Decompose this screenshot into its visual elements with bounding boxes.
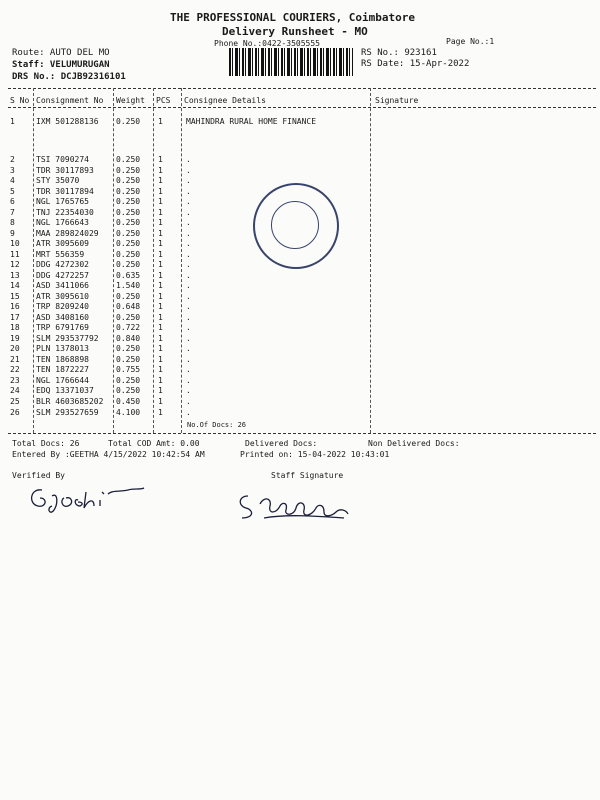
document-title: Delivery Runsheet - MO — [222, 25, 368, 38]
header-signature: Signature — [375, 96, 419, 105]
column-divider — [370, 88, 371, 433]
row-pcs: 1 — [158, 323, 163, 332]
row-sno: 23 — [10, 376, 20, 385]
row-consignee: . — [186, 187, 191, 196]
row-pcs: 1 — [158, 376, 163, 385]
row-pcs: 1 — [158, 187, 163, 196]
row-sno: 3 — [10, 166, 15, 175]
row-consignment: PLN 1378013 — [36, 344, 89, 353]
row-consignee: . — [186, 323, 191, 332]
row-pcs: 1 — [158, 260, 163, 269]
row-weight: 0.250 — [116, 250, 141, 259]
row-pcs: 1 — [158, 355, 163, 364]
row-consignment: SLM 293537792 — [36, 334, 99, 343]
phone-number: Phone No.:0422-3505555 — [214, 39, 320, 48]
row-weight: 0.635 — [116, 271, 141, 280]
row-sno: 6 — [10, 197, 15, 206]
row-pcs: 1 — [158, 386, 163, 395]
row-consignment: ATR 3095609 — [36, 239, 89, 248]
row-weight: 0.755 — [116, 365, 141, 374]
company-title: THE PROFESSIONAL COURIERS, Coimbatore — [170, 11, 416, 24]
row-sno: 11 — [10, 250, 20, 259]
row-sno: 21 — [10, 355, 20, 364]
row-consignment: BLR 4603685202 — [36, 397, 104, 406]
row-pcs: 1 — [158, 166, 163, 175]
row-consignment: TRP 8209240 — [36, 302, 89, 311]
header-sno: S No — [10, 96, 30, 105]
row-pcs: 1 — [158, 344, 163, 353]
row-consignee: . — [186, 229, 191, 238]
row-weight: 0.450 — [116, 397, 141, 406]
row-weight: 0.840 — [116, 334, 141, 343]
row-weight: 0.250 — [116, 218, 141, 227]
row-pcs: 1 — [158, 197, 163, 206]
row-pcs: 1 — [158, 334, 163, 343]
no-of-docs: No.Of Docs: 26 — [187, 421, 247, 429]
rs-number: RS No.: 923161 — [361, 48, 437, 58]
row-pcs: 1 — [158, 229, 163, 238]
row-weight: 0.250 — [116, 229, 141, 238]
header-consignment: Consignment No — [36, 96, 104, 105]
header-weight: Weight — [116, 96, 145, 105]
row-consignment: ATR 3095610 — [36, 292, 89, 301]
row-pcs: 1 — [158, 250, 163, 259]
column-divider — [113, 88, 114, 433]
row-consignee: . — [186, 376, 191, 385]
row-consignment: DDG 4272257 — [36, 271, 89, 280]
table-header-rule — [8, 107, 596, 108]
table-top-rule — [8, 88, 596, 89]
row-consignment: MRT 556359 — [36, 250, 85, 259]
delivered-docs: Delivered Docs: — [245, 439, 318, 448]
header-pcs: PCS — [156, 96, 171, 105]
row-weight: 0.250 — [116, 176, 141, 185]
row-consignment: TNJ 22354030 — [36, 208, 94, 217]
row-consignee: . — [186, 250, 191, 259]
row-consignee: . — [186, 197, 191, 206]
row-sno: 25 — [10, 397, 20, 406]
row-consignee: . — [186, 313, 191, 322]
row-consignee: . — [186, 355, 191, 364]
row-weight: 0.722 — [116, 323, 141, 332]
row-weight: 0.250 — [116, 292, 141, 301]
staff: Staff: VELUMURUGAN — [12, 60, 110, 70]
row-sno: 18 — [10, 323, 20, 332]
row-weight: 0.250 — [116, 260, 141, 269]
row-consignee: MAHINDRA RURAL HOME FINANCE — [186, 117, 317, 126]
row-consignee: . — [186, 397, 191, 406]
row-consignee: . — [186, 155, 191, 164]
row-consignee: . — [186, 176, 191, 185]
row-consignee: . — [186, 239, 191, 248]
total-cod: Total COD Amt: 0.00 — [108, 439, 200, 448]
table-bottom-rule — [8, 433, 596, 434]
row-consignment: MAA 289824029 — [36, 229, 99, 238]
rs-date: RS Date: 15-Apr-2022 — [361, 59, 470, 69]
row-weight: 0.648 — [116, 302, 141, 311]
row-consignee: . — [186, 166, 191, 175]
row-sno: 10 — [10, 239, 20, 248]
row-sno: 16 — [10, 302, 20, 311]
row-consignee: . — [186, 260, 191, 269]
route: Route: AUTO DEL MO — [12, 48, 110, 58]
row-consignment: TEN 1872227 — [36, 365, 89, 374]
row-pcs: 1 — [158, 208, 163, 217]
column-divider — [153, 88, 154, 433]
row-weight: 0.250 — [116, 344, 141, 353]
entered-by: Entered By :GEETHA 4/15/2022 10:42:54 AM — [12, 450, 205, 459]
row-consignment: TSI 7090274 — [36, 155, 89, 164]
row-weight: 0.250 — [116, 376, 141, 385]
row-weight: 0.250 — [116, 187, 141, 196]
row-weight: 0.250 — [116, 239, 141, 248]
row-pcs: 1 — [158, 155, 163, 164]
page-number: Page No.:1 — [446, 37, 495, 46]
row-sno: 8 — [10, 218, 15, 227]
row-weight: 0.250 — [116, 155, 141, 164]
row-consignee: . — [186, 408, 191, 417]
row-sno: 26 — [10, 408, 20, 417]
row-pcs: 1 — [158, 313, 163, 322]
row-consignee: . — [186, 208, 191, 217]
row-weight: 0.250 — [116, 166, 141, 175]
row-weight: 0.250 — [116, 313, 141, 322]
row-pcs: 1 — [158, 176, 163, 185]
row-consignment: EDQ 13371037 — [36, 386, 94, 395]
row-sno: 9 — [10, 229, 15, 238]
row-pcs: 1 — [158, 408, 163, 417]
row-pcs: 1 — [158, 271, 163, 280]
row-consignment: TDR 30117894 — [36, 187, 94, 196]
row-pcs: 1 — [158, 365, 163, 374]
row-sno: 19 — [10, 334, 20, 343]
row-consignment: NGL 1765765 — [36, 197, 89, 206]
printed-on: Printed on: 15-04-2022 10:43:01 — [240, 450, 390, 459]
row-consignment: IXM 501288136 — [36, 117, 99, 126]
row-sno: 24 — [10, 386, 20, 395]
verified-by-label: Verified By — [12, 471, 65, 480]
row-consignee: . — [186, 386, 191, 395]
row-consignee: . — [186, 334, 191, 343]
row-consignee: . — [186, 344, 191, 353]
row-consignment: NGL 1766643 — [36, 218, 89, 227]
row-pcs: 1 — [158, 218, 163, 227]
row-weight: 1.540 — [116, 281, 141, 290]
row-consignment: SLM 293527659 — [36, 408, 99, 417]
row-sno: 15 — [10, 292, 20, 301]
total-docs: Total Docs: 26 — [12, 439, 80, 448]
row-consignee: . — [186, 365, 191, 374]
drs-number: DRS No.: DCJB92316101 — [12, 72, 126, 82]
row-sno: 2 — [10, 155, 15, 164]
row-sno: 1 — [10, 117, 15, 126]
row-pcs: 1 — [158, 397, 163, 406]
row-weight: 0.250 — [116, 117, 141, 126]
header-consignee: Consignee Details — [184, 96, 266, 105]
row-consignment: TEN 1868898 — [36, 355, 89, 364]
verified-signature — [24, 478, 154, 518]
row-consignee: . — [186, 271, 191, 280]
row-sno: 4 — [10, 176, 15, 185]
row-sno: 13 — [10, 271, 20, 280]
row-consignment: STY 35070 — [36, 176, 80, 185]
row-weight: 0.250 — [116, 386, 141, 395]
row-consignment: ASD 3411066 — [36, 281, 89, 290]
row-pcs: 1 — [158, 117, 163, 126]
stamp-inner-ring — [271, 201, 319, 249]
staff-signature-label: Staff Signature — [271, 471, 344, 480]
row-pcs: 1 — [158, 239, 163, 248]
row-consignment: DDG 4272302 — [36, 260, 89, 269]
column-divider — [33, 88, 34, 433]
row-consignment: TRP 6791769 — [36, 323, 89, 332]
row-sno: 5 — [10, 187, 15, 196]
row-sno: 20 — [10, 344, 20, 353]
row-consignment: TDR 30117893 — [36, 166, 94, 175]
row-pcs: 1 — [158, 281, 163, 290]
row-weight: 0.250 — [116, 197, 141, 206]
staff-signature — [236, 488, 356, 524]
row-consignee: . — [186, 281, 191, 290]
column-divider — [181, 88, 182, 433]
row-sno: 12 — [10, 260, 20, 269]
row-consignee: . — [186, 302, 191, 311]
barcode — [229, 48, 353, 76]
row-consignee: . — [186, 292, 191, 301]
row-sno: 7 — [10, 208, 15, 217]
row-sno: 14 — [10, 281, 20, 290]
row-consignee: . — [186, 218, 191, 227]
row-sno: 17 — [10, 313, 20, 322]
row-weight: 4.100 — [116, 408, 141, 417]
row-sno: 22 — [10, 365, 20, 374]
row-consignment: NGL 1766644 — [36, 376, 89, 385]
row-weight: 0.250 — [116, 208, 141, 217]
row-pcs: 1 — [158, 292, 163, 301]
non-delivered-docs: Non Delivered Docs: — [368, 439, 460, 448]
company-stamp — [253, 183, 339, 269]
row-weight: 0.250 — [116, 355, 141, 364]
row-pcs: 1 — [158, 302, 163, 311]
row-consignment: ASD 3408160 — [36, 313, 89, 322]
